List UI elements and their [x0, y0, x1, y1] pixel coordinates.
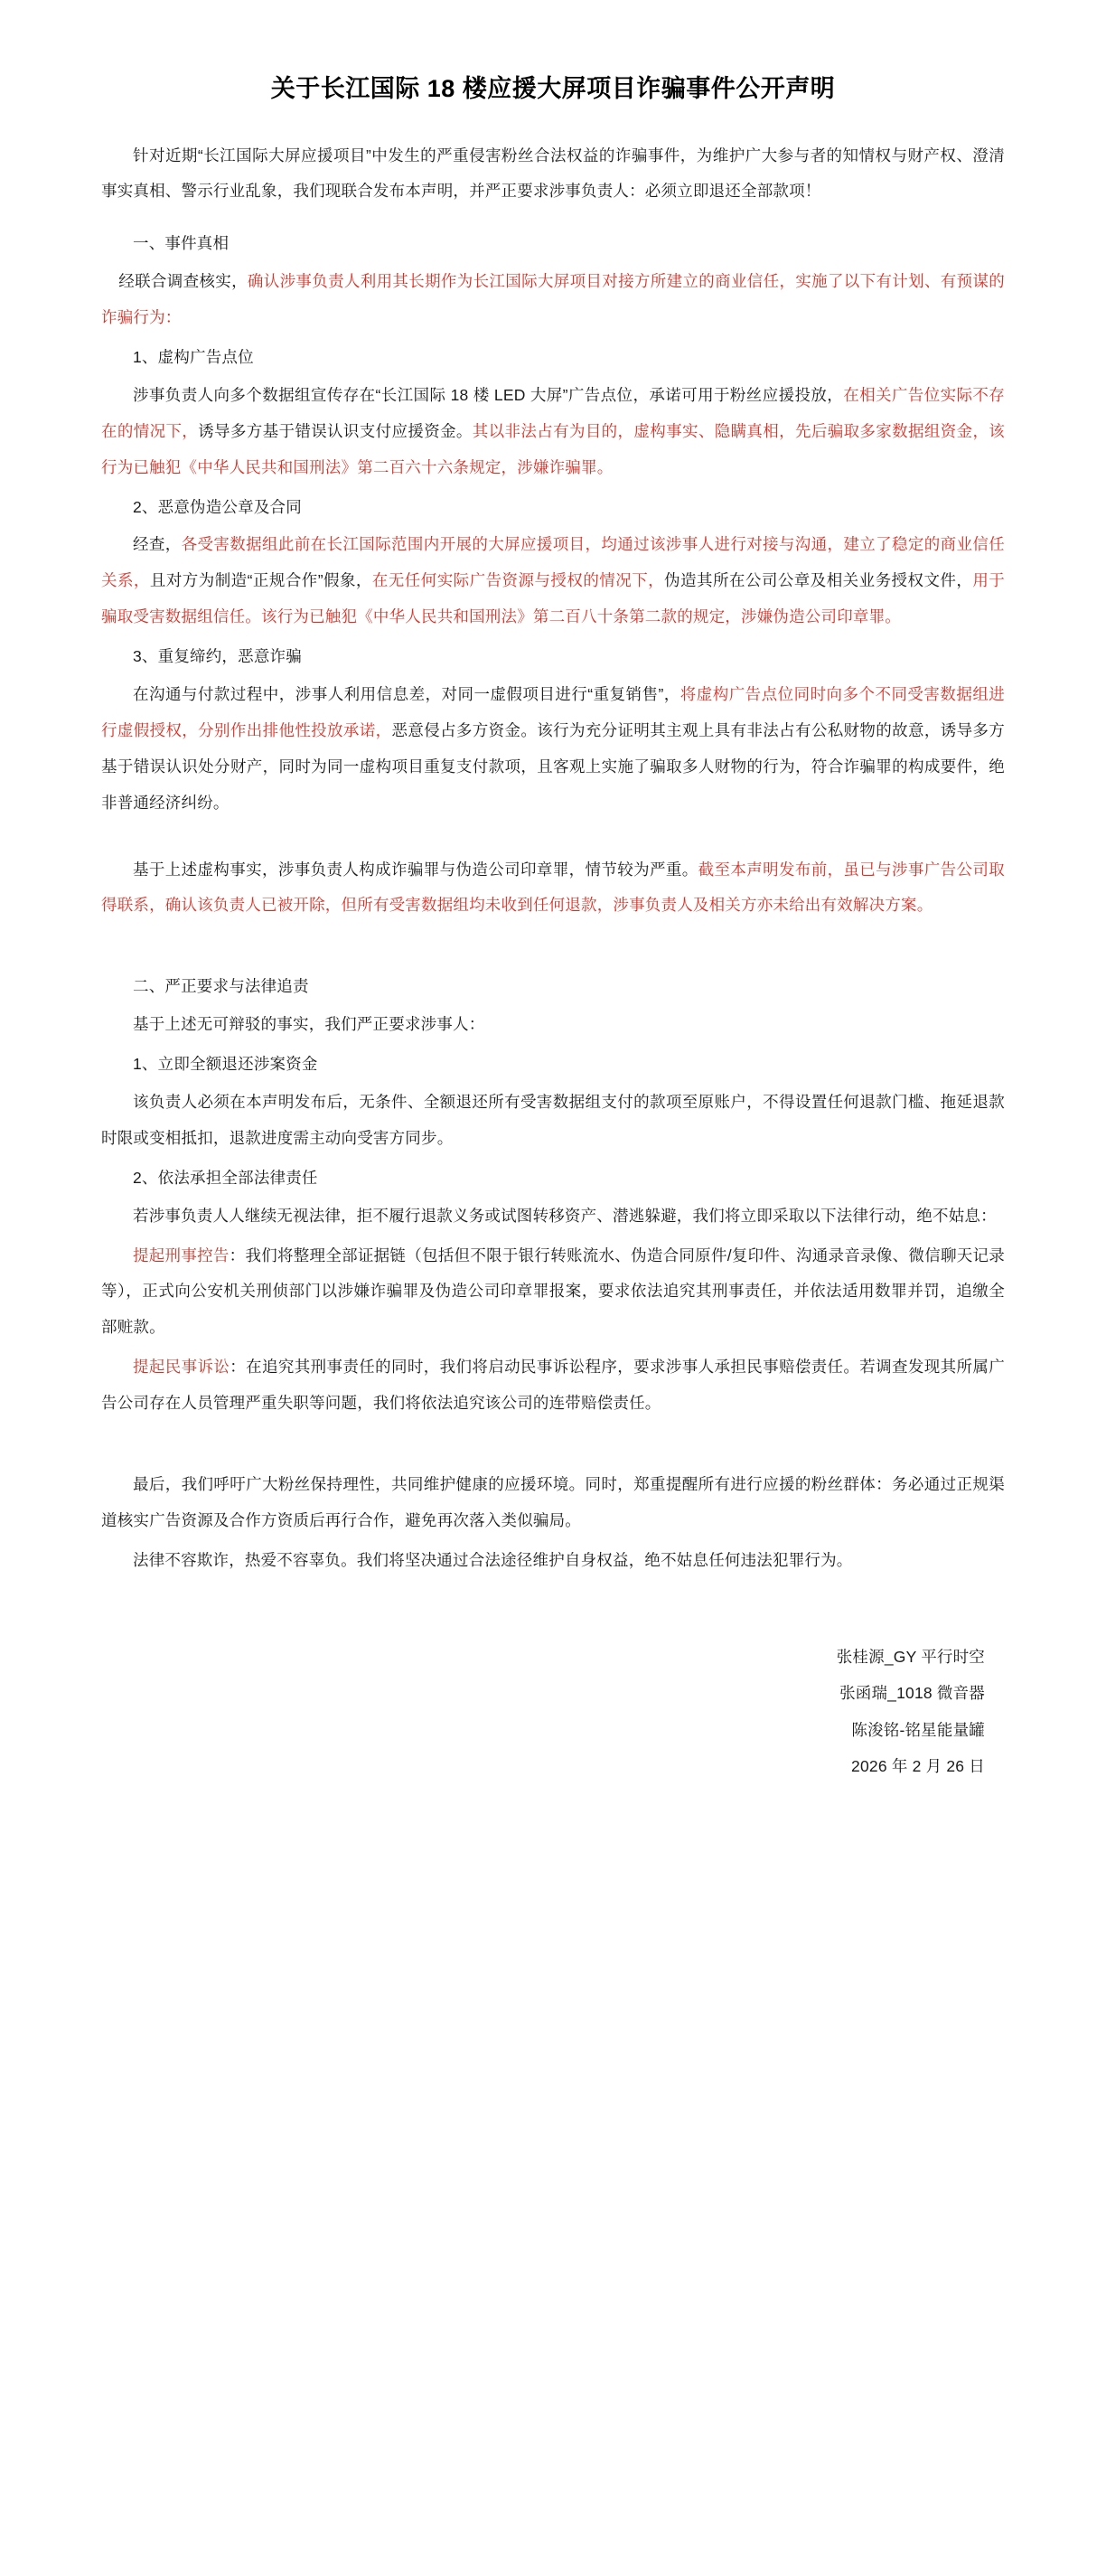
item2-black-3: 伪造其所在公司公章及相关业务授权文件，	[664, 571, 973, 590]
criminal-action-label: 提起刑事控告	[133, 1246, 230, 1264]
item-one-body	[101, 378, 1005, 486]
intro-text: 针对近期“长江国际大屏应援项目”中发生的严重侵害粉丝合法权益的诈骗事件，为维护广大参与者的知情权与财产权、澄清事实真相、警示行业乱象，我们现联合发布本声明，并严正要求涉事负责人：必须立即退还全部款项！	[101, 146, 1005, 201]
signatory-2: 张函瑞_1018 微音器	[839, 1684, 985, 1703]
demand-one-heading: 1、立即全额退还涉案资金	[133, 1055, 318, 1074]
summary-black-1: 基于上述虚构事实，涉事负责人构成诈骗罪与伪造公司印章罪，情节较为严重。	[133, 860, 698, 879]
item3-black-1: 在沟通与付款过程中，涉事人利用信息差，对同一虚假项目进行“重复销售”，	[133, 684, 680, 703]
section-two-lead	[101, 1007, 1005, 1043]
civil-action-text: ：在追究其刑事责任的同时，我们将启动民事诉讼程序，要求涉事人承担民事赔偿责任。若调查发现其所属广告公司存在人员管理严重失职等问题，我们将依法追究该公司的连带赔偿责任。	[101, 1358, 1005, 1413]
item3-red-1: 将虚构广告点位同时向多个不同受害数据组进行虚假授权，分别作出排他性投放承诺，	[101, 684, 1006, 739]
section-one-summary	[101, 852, 1005, 925]
item2-red-2: 在无任何实际广告资源与授权的情况下，	[371, 571, 665, 590]
demand-one-body	[101, 1085, 1005, 1157]
demand-two-body	[101, 1199, 1005, 1235]
section2-lead-text: 基于上述无可辩驳的事实，我们严正要求涉事人：	[133, 1015, 485, 1034]
spacer	[101, 213, 1005, 226]
criminal-action-text: ：我们将整理全部证据链（包括但不限于银行转账流水、伪造合同原件/复印件、沟通录音录像、微信聊天记录等），正式向公安机关刑侦部门以涉嫌诈骗罪及伪造公司印章罪报案，要求依法追究其刑事责任，并依法适用数罪并罚，追缴全部赃款。	[101, 1246, 1005, 1337]
item2-black-2: 且对方为制造“正规合作”假象，	[149, 571, 372, 590]
legal-action-civil	[101, 1349, 1005, 1422]
section-one-lead-paragraph	[101, 264, 1005, 336]
section-two-heading: 二、严正要求与法律追责	[133, 977, 309, 996]
closing-paragraph-one	[101, 1467, 1005, 1539]
statement-date: 2026 年 2 月 26 日	[851, 1757, 985, 1776]
spacer	[101, 825, 1005, 852]
lead-black-text: 经联合调查核实，	[118, 272, 248, 291]
item1-red-2: 其以非法占有为目的，虚构事实、隐瞒真相，先后骗取多家数据组资金，该行为已触犯《中华人民共和国刑法》第二百六十六条规定，涉嫌诈骗罪。	[101, 421, 1006, 476]
summary-red-1: 截至本声明发布前，虽已与涉事广告公司取得联系，确认该负责人已被开除，但所有受害数据组均未收到任何退款，涉事负责人及相关方亦未给出有效解决方案。	[101, 860, 1005, 915]
demand1-text: 该负责人必须在本声明发布后，无条件、全额退还所有受害数据组支付的款项至原账户，不得设置任何退款门槛、拖延退款时限或变相抵扣，退款进度需主动向受害方同步。	[101, 1092, 1005, 1147]
item-three-heading: 3、重复缔约，恶意诈骗	[133, 647, 302, 666]
closing-text-2: 法律不容欺诈，热爱不容辜负。我们将坚决通过合法途径维护自身权益，绝不姑息任何违法犯罪行为。	[133, 1550, 853, 1569]
civil-action-label: 提起民事诉讼	[133, 1358, 230, 1377]
page-title: 关于长江国际 18 楼应援大屏项目诈骗事件公开声明	[270, 75, 836, 102]
lead-red-text: 确认涉事负责人利用其长期作为长江国际大屏项目对接方所建立的商业信任，实施了以下有计划、有预谋的诈骗行为：	[101, 272, 1005, 327]
item2-black-1: 经查，	[133, 535, 182, 554]
spacer	[101, 927, 1005, 969]
item1-red-1: 在相关广告位实际不存在的情况下，	[101, 385, 1006, 440]
signatory-3: 陈浚铭-铭星能量罐	[851, 1720, 985, 1739]
item2-red-1: 各受害数据组此前在长江国际范围内开展的大屏应援项目，均通过该涉事人进行对接与沟通，建立了稳定的商业信任关系，	[101, 535, 1005, 590]
closing-text-1: 最后，我们呼吁广大粉丝保持理性，共同维护健康的应援环境。同时，郑重提醒所有进行应援的粉丝群体：务必通过正规渠道核实广告资源及合作方资质后再行合作，避免再次落入类似骗局。	[101, 1475, 1005, 1529]
section-one-heading: 一、事件真相	[133, 234, 230, 253]
closing-paragraph-two	[101, 1543, 1005, 1579]
intro-paragraph	[101, 138, 1005, 211]
demand-two-heading: 2、依法承担全部法律责任	[133, 1168, 318, 1187]
spacer	[101, 1425, 1005, 1467]
item-one-heading: 1、虚构广告点位	[133, 347, 254, 366]
item-three-body	[101, 677, 1005, 822]
demand2-text: 若涉事负责人人继续无视法律，拒不履行退款义务或试图转移资产、潜逃躲避，我们将立即采取以下法律行动，绝不姑息：	[133, 1206, 997, 1225]
legal-action-criminal	[101, 1238, 1005, 1347]
item-two-body	[101, 527, 1005, 635]
signature-block	[101, 1639, 1005, 1785]
item1-black-2: 诱导多方基于错误认识支付应援资金。	[198, 421, 473, 440]
item3-black-2: 恶意侵占多方资金。该行为充分证明其主观上具有非法占有公私财物的故意，诱导多方基于错误认识处分财产，同时为同一虚构项目重复支付款项，且客观上实施了骗取多人财物的行为，符合诈骗罪的构成要件，绝非普通经济纠纷。	[101, 720, 1005, 812]
item1-black-1: 涉事负责人向多个数据组宣传存在“长江国际 18 楼 LED 大屏”广告点位，承诺可用于粉丝应援投放，	[133, 385, 844, 404]
item-two-heading: 2、恶意伪造公章及合同	[133, 497, 302, 516]
item2-red-3: 用于骗取受害数据组信任。该行为已触犯《中华人民共和国刑法》第二百八十条第二款的规定，涉嫌伪造公司印章罪。	[101, 571, 1005, 626]
signatory-1: 张桂源_GY 平行时空	[836, 1647, 985, 1666]
